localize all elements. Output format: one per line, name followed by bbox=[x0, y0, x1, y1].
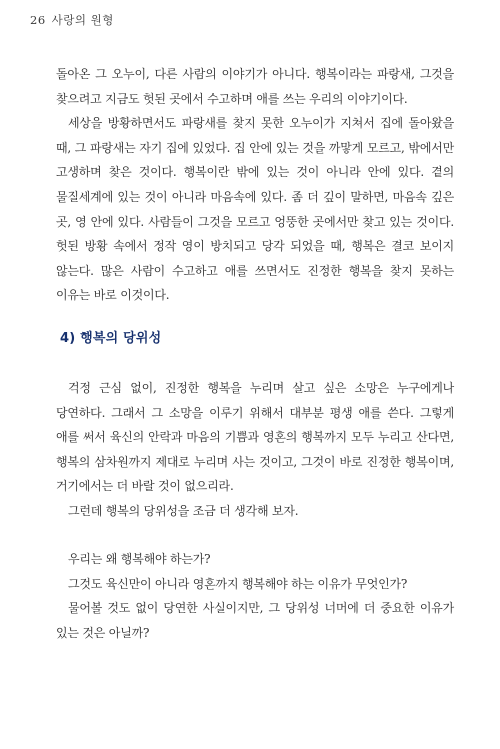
paragraph: 돌아온 그 오누이, 다른 사람의 이야기가 아니다. 행복이라는 파랑새, 그것을 찾으려고 지금도 헛된 곳에서 수고하며 애를 쓰는 우리의 이야기이다. bbox=[56, 67, 454, 106]
body-text-section-3 bbox=[56, 547, 454, 645]
paragraph: 세상을 방황하면서도 파랑새를 찾지 못한 오누이가 지쳐서 집에 돌아왔을 때, 그 파랑새는 자기 집에 있었다. 집 안에 있는 것을 까맣게 모르고, 밖에서만 고생하며 찾은 것이다. 행복이란 밖에 있는 것이 아니라 안에 있다. 곁의 물질세계에 있는 것이 아니라 마음속에 있다. 좀 더 깊이 말하면, 마음속 깊은 곳, 영 안에 있다. 사람들이 그것을 모르고 엉뚱한 곳에서만 찾고 있는 것이다. 헛된 방황 속에서 정작 영이 방치되고 당각 되었을 때, 행복은 결코 보이지 않는다. 많은 사람이 수고하고 애를 쓰면서도 진정한 행복을 찾지 못하는 이유는 바로 이것이다. bbox=[56, 116, 454, 303]
paragraph: 그런데 행복의 당위성을 조금 더 생각해 보자. bbox=[68, 503, 299, 518]
paragraph: 그것도 육신만이 아니라 영혼까지 행복해야 하는 이유가 무엇인가? bbox=[68, 576, 408, 591]
paragraph: 우리는 왜 행복해야 하는가? bbox=[68, 552, 211, 566]
book-title: 사랑의 원형 bbox=[51, 13, 114, 27]
page-number: 26 bbox=[30, 13, 46, 27]
section-heading: 4) 행복의 당위성 bbox=[60, 331, 162, 346]
paragraph: 물어볼 것도 없이 당연한 사실이지만, 그 당위성 너머에 더 중요한 이유가 있는 것은 아닐까? bbox=[56, 601, 454, 640]
body-text-section-2 bbox=[56, 376, 454, 524]
paragraph: 걱정 근심 없이, 진정한 행복을 누리며 살고 싶은 소망은 누구에게나 당연하다. 그래서 그 소망을 이루기 위해서 대부분 평생 애를 쓴다. 그렇게 애를 써서 육신의 안락과 마음의 기쁨과 영혼의 행복까지 모두 누리고 산다면, 행복의 삼차원까지 제대로 누리며 사는 것이고, 그것이 바로 진정한 행복이며, 거기에서는 더 바랄 것이 없으리라. bbox=[56, 381, 454, 494]
body-text-section-1 bbox=[56, 62, 454, 308]
running-head bbox=[30, 12, 114, 28]
